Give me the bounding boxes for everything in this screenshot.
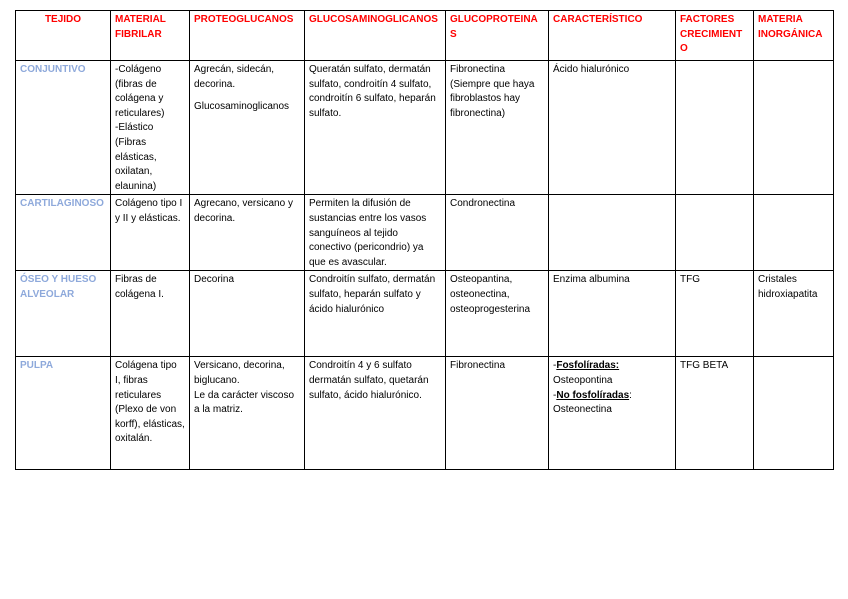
spacer [194,92,300,100]
header-glucoproteinas: GLUCOPROTEINAS [446,11,549,61]
tissue-matrix-table [15,10,834,470]
cell-proteoglucanos [190,357,305,470]
dash: - [553,389,557,401]
header-row [16,11,834,61]
header-proteoglucanos: PROTEOGLUCANOS [190,11,305,61]
cell-tejido: CONJUNTIVO [16,61,111,195]
cell-glucosaminoglicanos: Queratán sulfato, dermatán sulfato, condroitín 4 sulfato, condroitín 6 sulfato, heparán sulfato. [305,61,446,195]
cell-glucoproteinas: Osteopantina, osteonectina, osteoprogesterina [446,271,549,357]
table-row-cartilaginoso [16,195,834,271]
header-materia-inorganica: MATERIA INORGÁNICA [754,11,834,61]
cell-factores-crecimiento [676,195,754,271]
cell-tejido: CARTILAGINOSO [16,195,111,271]
fosfoliradas-label: Fosfolíradas: [556,360,620,372]
cell-tejido: PULPA [16,357,111,470]
header-factores-crecimiento: FACTORES CRECIMIENTO [676,11,754,61]
table-row-pulpa [16,357,834,470]
table-row-conjuntivo [16,61,834,195]
cell-glucoproteinas: Condronectina [446,195,549,271]
cell-materia-inorganica: Cristales hidroxiapatita [754,271,834,357]
cell-line: -Colágeno (fibras de colágena y reticulares) [115,64,165,119]
dash: - [553,360,557,372]
cell-materia-inorganica [754,357,834,470]
cell-caracteristico [549,357,676,470]
cell-material-fibrilar: Fibras de colágena I. [111,271,190,357]
cell-line: Glucosaminoglicanos [194,101,290,113]
cell-glucoproteinas: Fibronectina (Siempre que haya fibroblastos hay fibronectina) [446,61,549,195]
cell-factores-crecimiento: TFG BETA [676,357,754,470]
cell-caracteristico [549,195,676,271]
cell-proteoglucanos: Decorina [190,271,305,357]
cell-line: Osteonectina [553,404,612,416]
cell-caracteristico: Enzima albumina [549,271,676,357]
cell-line: Osteopontina [553,374,613,386]
cell-proteoglucanos [190,61,305,195]
cell-tejido: ÓSEO Y HUESO ALVEOLAR [16,271,111,357]
header-material-fibrilar: MATERIAL FIBRILAR [111,11,190,61]
table-row-oseo [16,271,834,357]
cell-line: Versicano, decorina, biglucano. [194,360,285,386]
cell-line: Agrecán, sidecán, decorina. [194,64,275,90]
cell-line: Le da carácter viscoso a la matriz. [194,389,295,416]
cell-line [553,359,671,374]
header-tejido: TEJIDO [16,11,111,61]
cell-caracteristico: Ácido hialurónico [549,61,676,195]
cell-material-fibrilar [111,61,190,195]
cell-factores-crecimiento [676,61,754,195]
cell-material-fibrilar: Colágena tipo I, fibras reticulares (Plexo de von korff), elásticas, oxitalán. [111,357,190,470]
colon: : [629,389,632,401]
cell-glucosaminoglicanos: Condroitín 4 y 6 sulfato dermatán sulfato, quetarán sulfato, ácido hialurónico. [305,357,446,470]
cell-line: -Elástico (Fibras elásticas, oxilatan, elaunina) [115,122,157,192]
cell-proteoglucanos: Agrecano, versicano y decorina. [190,195,305,271]
header-glucosaminoglicanos: GLUCOSAMINOGLICANOS [305,11,446,61]
cell-glucosaminoglicanos: Condroitín sulfato, dermatán sulfato, heparán sulfato y ácido hialurónico [305,271,446,357]
cell-materia-inorganica [754,195,834,271]
cell-line [553,389,671,404]
cell-material-fibrilar: Colágeno tipo I y II y elásticas. [111,195,190,271]
no-fosfoliradas-label: No fosfolíradas [556,389,630,401]
cell-factores-crecimiento: TFG [676,271,754,357]
cell-glucoproteinas: Fibronectina [446,357,549,470]
cell-glucosaminoglicanos: Permiten la difusión de sustancias entre los vasos sanguíneos al tejido conectivo (pericondrio) ya que es avascular. [305,195,446,271]
cell-materia-inorganica [754,61,834,195]
header-caracteristico: CARACTERÍSTICO [549,11,676,61]
